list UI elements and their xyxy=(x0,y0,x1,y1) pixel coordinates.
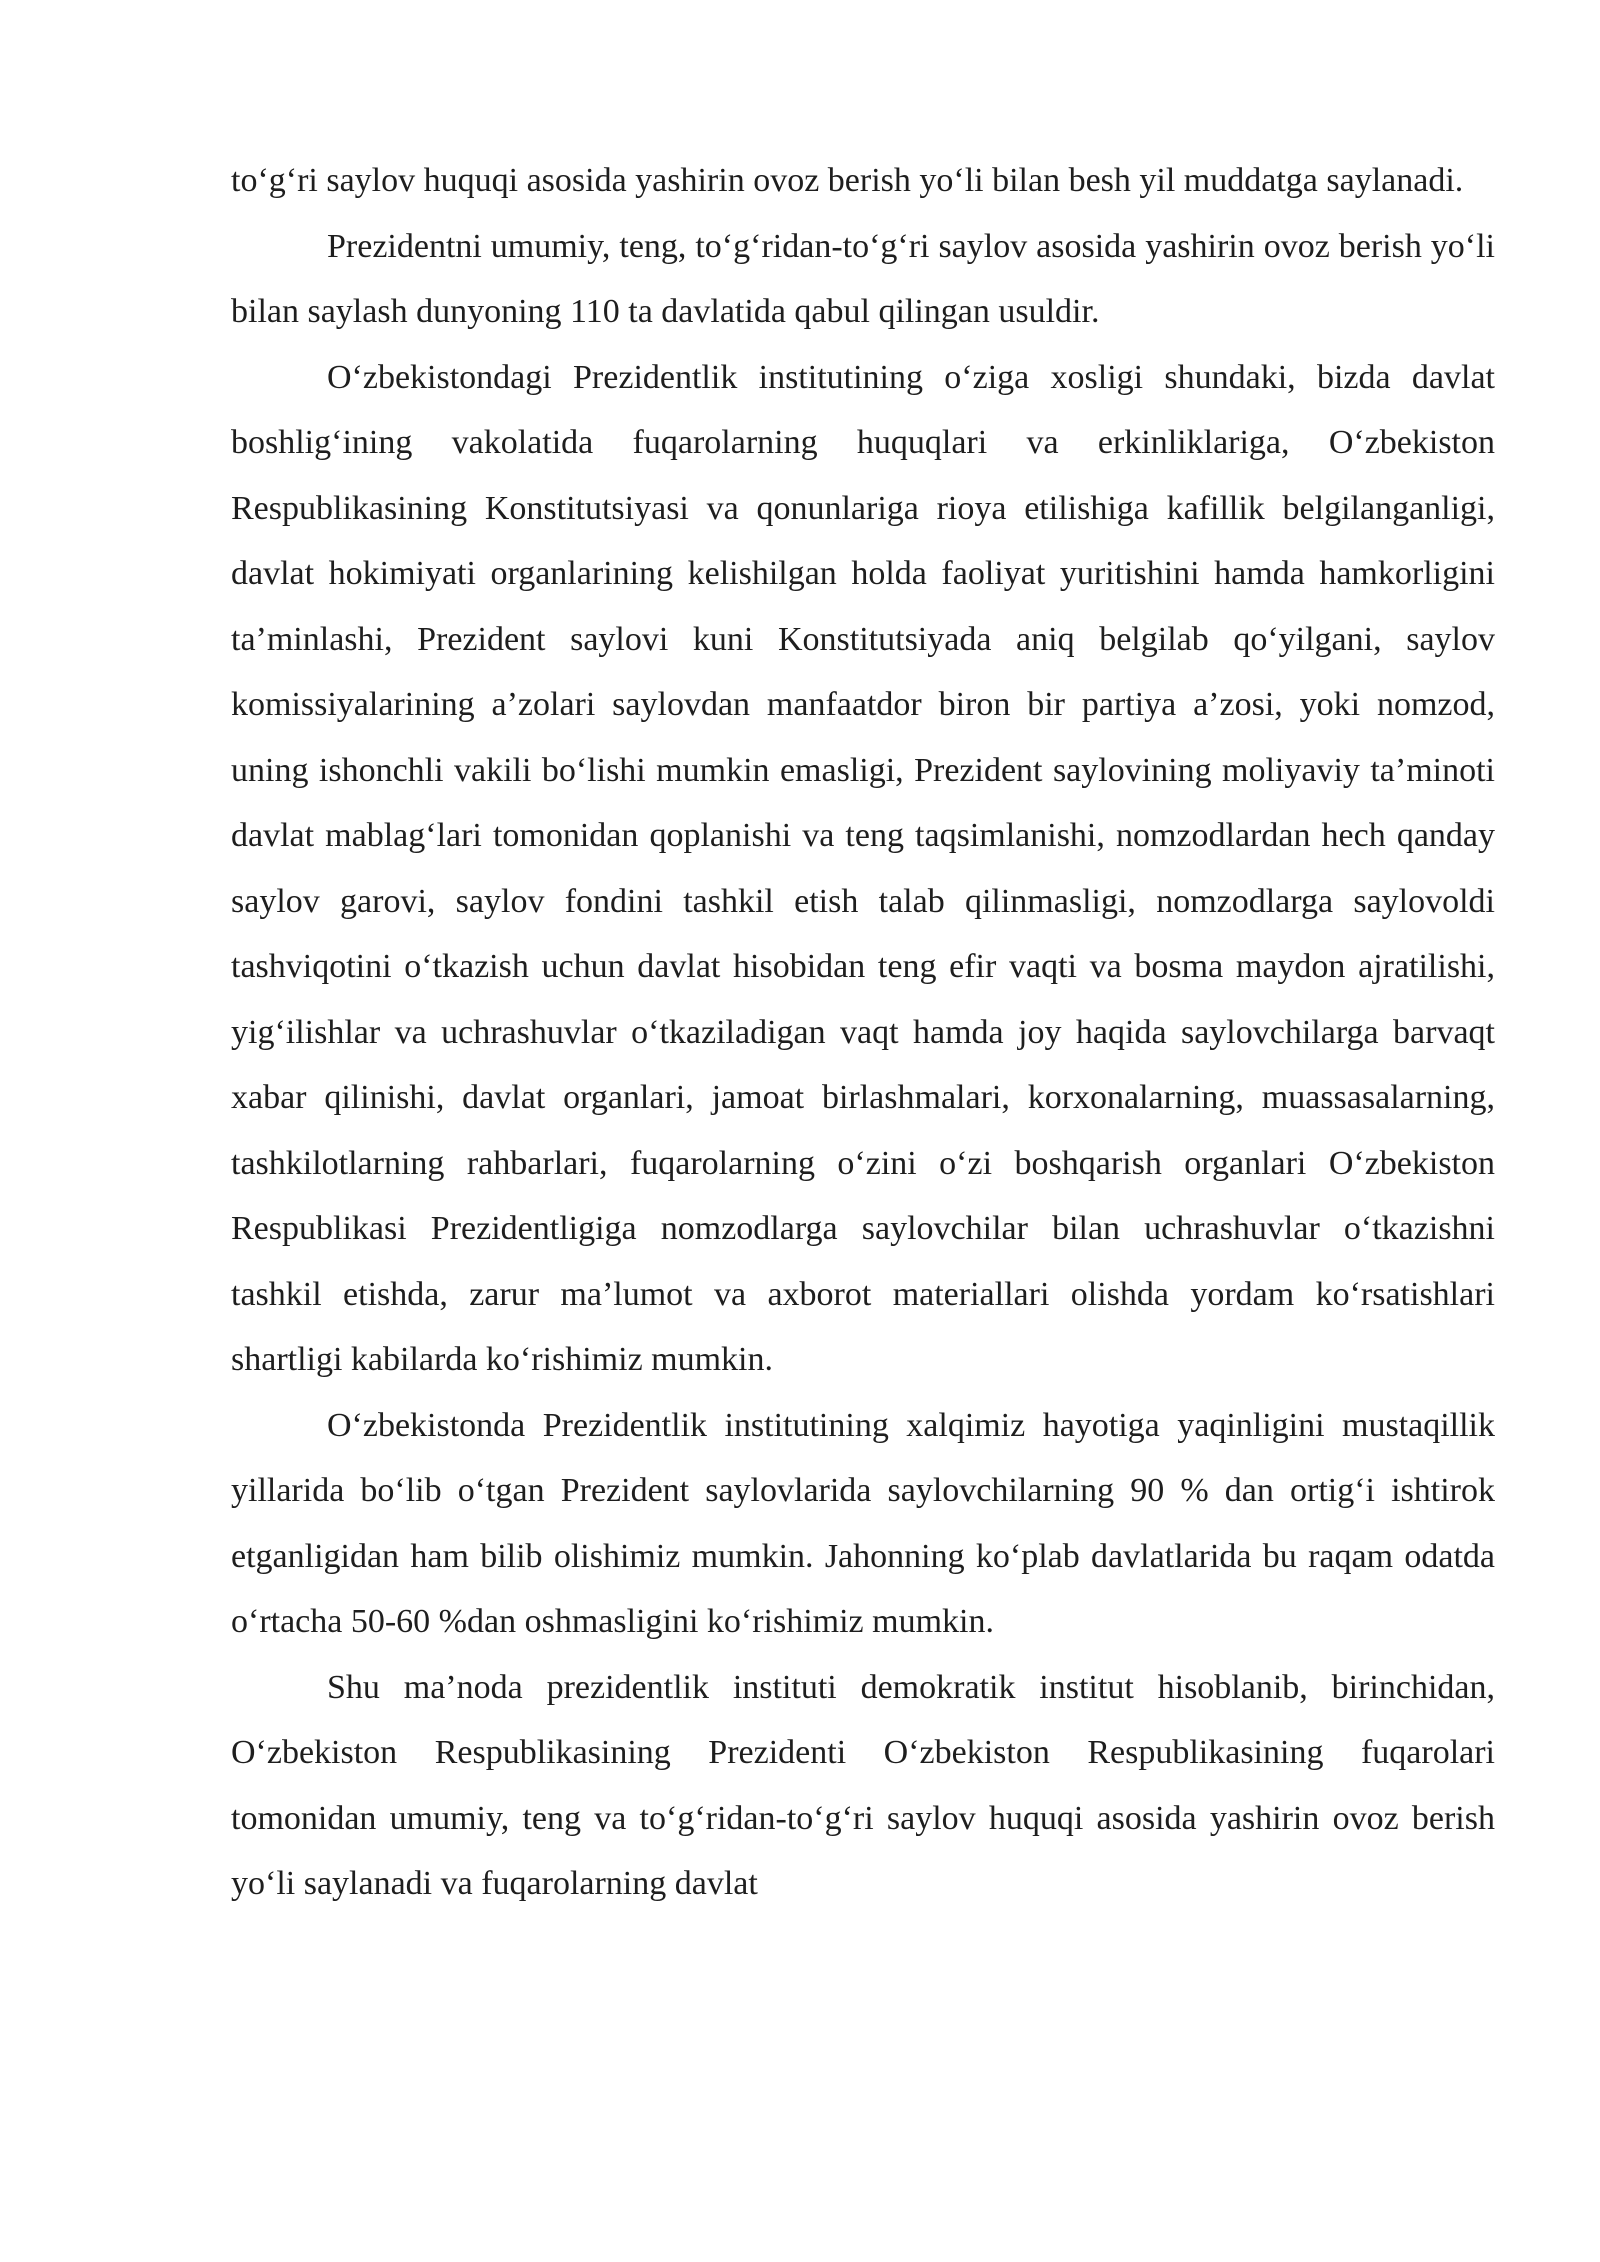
document-body xyxy=(231,148,1495,1917)
paragraph: O‘zbekistondagi Prezidentlik institutining o‘ziga xosligi shundaki, bizda davlat boshlig‘ining vakolatida fuqarolarning huquqlari va erkinliklariga, O‘zbekiston Respublikasining Konstitutsiyasi va qonunlariga rioya etilishiga kafillik belgilanganligi, davlat hokimiyati organlarining kelishilgan holda faoliyat yuritishini hamda hamkorligini ta’minlashi, Prezident saylovi kuni Konstitutsiyada aniq belgilab qo‘yilgani, saylov komissiyalarining a’zolari saylovdan manfaatdor biron bir partiya a’zosi, yoki nomzod, uning ishonchli vakili bo‘lishi mumkin emasligi, Prezident saylovining moliyaviy ta’minoti davlat mablag‘lari tomonidan qoplanishi va teng taqsimlanishi, nomzodlardan hech qanday saylov garovi, saylov fondini tashkil etish talab qilinmasligi, nomzodlarga saylovoldi tashviqotini o‘tkazish uchun davlat hisobidan teng efir vaqti va bosma maydon ajratilishi, yig‘ilishlar va uchrashuvlar o‘tkaziladigan vaqt hamda joy haqida saylovchilarga barvaqt xabar qilinishi, davlat organlari, jamoat birlashmalari, korxonalarning, muassasalarning, tashkilotlarning rahbarlari, fuqarolarning o‘zini o‘zi boshqarish organlari O‘zbekiston Respublikasi Prezidentligiga nomzodlarga saylovchilar bilan uchrashuvlar o‘tkazishni tashkil etishda, zarur ma’lumot va axborot materiallari olishda yordam ko‘rsatishlari shartligi kabilarda ko‘rishimiz mumkin. xyxy=(231,358,1495,1378)
paragraph: O‘zbekistonda Prezidentlik institutining xalqimiz hayotiga yaqinligini mustaqillik yillarida bo‘lib o‘tgan Prezident saylovlarida saylovchilarning 90 % dan ortig‘i ishtirok etganligidan ham bilib olishimiz mumkin. Jahonning ko‘plab davlatlarida bu raqam odatda o‘rtacha 50-60 %dan oshmasligini ko‘rishimiz mumkin. xyxy=(231,1406,1495,1640)
paragraph-continuation: to‘g‘ri saylov huquqi asosida yashirin ovoz berish yo‘li bilan besh yil muddatga saylanadi. xyxy=(231,162,1464,199)
paragraph: Shu ma’noda prezidentlik instituti demokratik institut hisoblanib, birinchidan, O‘zbekiston Respublikasining Prezidenti O‘zbekiston Respublikasining fuqarolari tomonidan umumiy, teng va to‘g‘ridan-to‘g‘ri saylov huquqi asosida yashirin ovoz berish yo‘li saylanadi va fuqarolarning davlat xyxy=(231,1668,1495,1902)
paragraph: Prezidentni umumiy, teng, to‘g‘ridan-to‘g‘ri saylov asosida yashirin ovoz berish yo‘li bilan saylash dunyoning 110 ta davlatida qabul qilingan usuldir. xyxy=(231,227,1495,330)
